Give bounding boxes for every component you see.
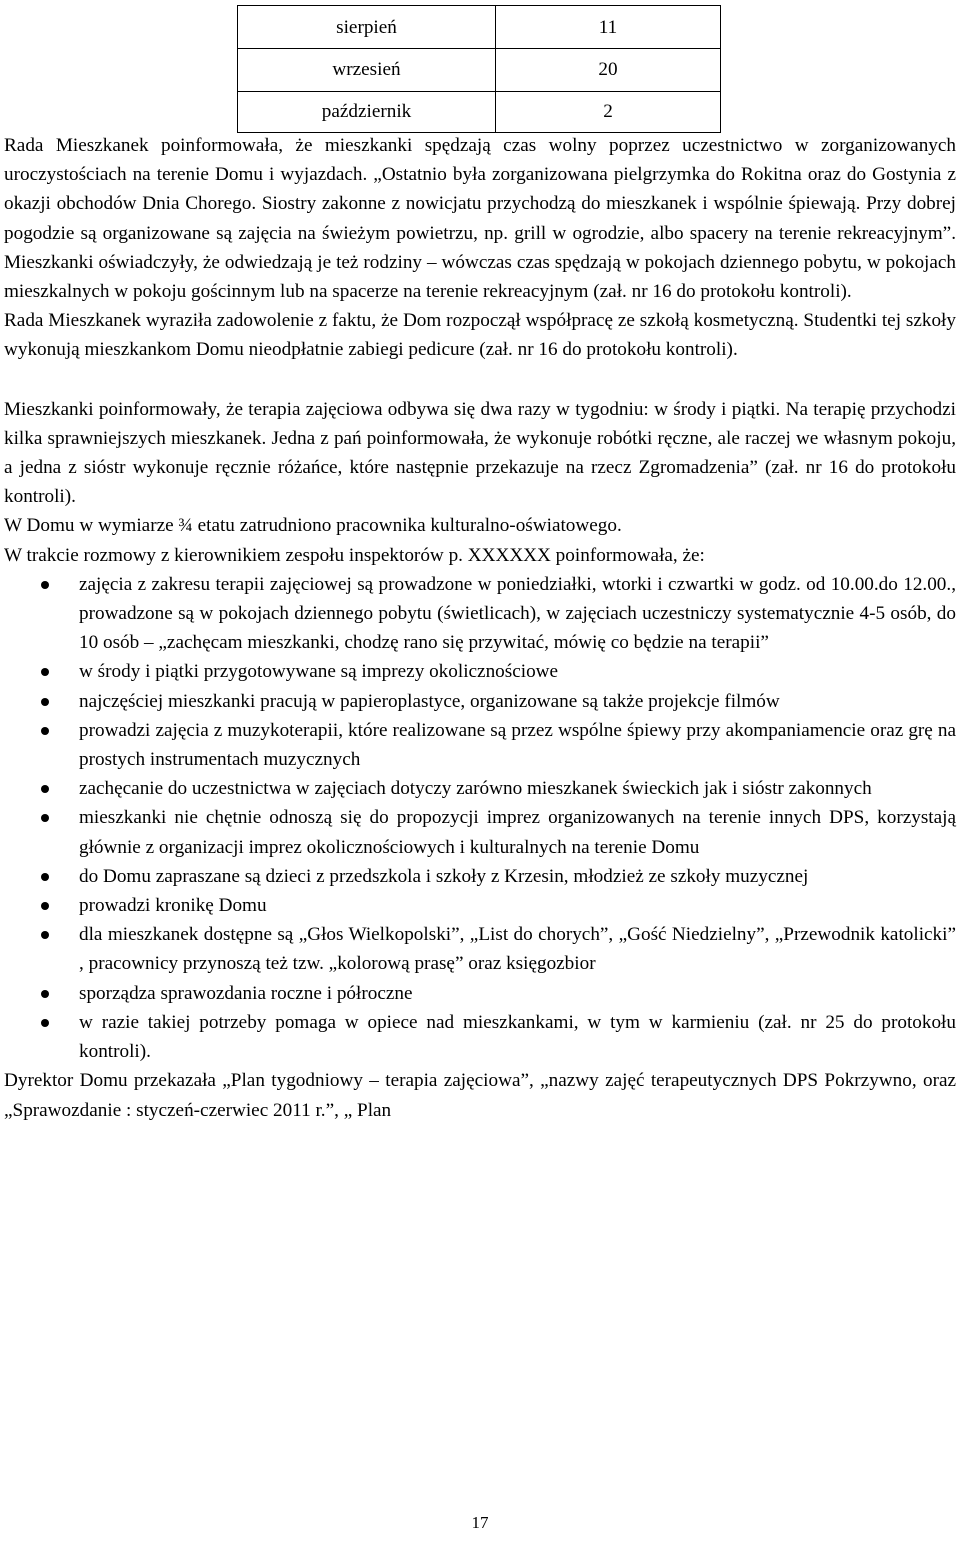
table-row [238, 6, 721, 49]
list-item [4, 570, 956, 658]
list-item-text: zajęcia z zakresu terapii zajęciowej są prowadzone w poniedziałki, wtorki i czwartki w godz. od 10.00.do 12.00., prowadzone są w pokojach dziennego pobytu (świetlicach), w zajęciach uczestniczy systematycznie 4-5 osób, do 10 osób – „zachęcam mieszkanki, chodzę rano się przywitać, mówię co będzie na terapii” [79, 573, 956, 654]
list-item [4, 716, 956, 774]
bullet-icon [41, 931, 49, 939]
paragraph-cosmetics-school: Rada Mieszkanek wyraziła zadowolenie z faktu, że Dom rozpoczął współpracę ze szkołą kosmetyczną. Studentki tej szkoły wykonują mieszkankom Domu nieodpłatnie zabiegi pedicure (zał. nr 16 do protokołu kontroli). [4, 310, 956, 361]
page-number: 17 [471, 1513, 489, 1532]
bullet-icon [41, 668, 49, 676]
month-cell: sierpień [238, 6, 496, 49]
bullet-list [4, 570, 956, 1066]
paragraph-director: Dyrektor Domu przekazała „Plan tygodniowy – terapia zajęciowa”, „nazwy zajęć terapeutycznych DPS Pokrzywno, oraz „Sprawozdanie : styczeń-czerwiec 2011 r.”, „ Plan [4, 1070, 956, 1121]
table-row [238, 92, 721, 133]
list-item-text: prowadzi zajęcia z muzykoterapii, które realizowane są przez wspólne śpiewy przy akompaniamencie oraz grę na prostych instrumentach muzycznych [79, 719, 956, 771]
list-item-text: zachęcanie do uczestnictwa w zajęciach dotyczy zarówno mieszkanek świeckich jak i sióstr zakonnych [79, 778, 872, 800]
bullet-icon [41, 581, 49, 589]
bullet-icon [41, 902, 49, 910]
list-item [4, 803, 956, 861]
count-cell: 2 [496, 92, 721, 133]
body-text [4, 131, 956, 1125]
month-cell: wrzesień [238, 49, 496, 92]
list-item [4, 657, 956, 686]
bullet-icon [41, 1019, 49, 1027]
list-item-text: w razie takiej potrzeby pomaga w opiece nad mieszkankami, w tym w karmieniu (zał. nr 25 do protokołu kontroli). [79, 1011, 956, 1063]
bullet-icon [41, 785, 49, 793]
month-count-table [237, 5, 721, 133]
list-item [4, 1008, 956, 1066]
list-item-text: w środy i piątki przygotowywane są imprezy okolicznościowe [79, 661, 559, 683]
list-item-text: mieszkanki nie chętnie odnoszą się do propozycji imprez organizowanych na terenie innych DPS, korzystają głównie z organizacji imprez okolicznościowych i kulturalnych na terenie Domu [79, 807, 956, 858]
paragraph-interview-intro: W trakcie rozmowy z kierownikiem zespołu inspektorów p. XXXXXX poinformowała, że: [4, 544, 705, 566]
paragraph-staffing: W Domu w wymiarze ¾ etatu zatrudniono pracownika kulturalno-oświatowego. [4, 515, 622, 537]
list-item [4, 862, 956, 891]
count-cell: 20 [496, 49, 721, 92]
table-row [238, 49, 721, 92]
list-item-text: sporządza sprawozdania roczne i półroczne [79, 982, 413, 1004]
list-item [4, 687, 956, 716]
list-item [4, 774, 956, 803]
bullet-icon [41, 814, 49, 822]
bullet-icon [41, 698, 49, 706]
bullet-icon [41, 990, 49, 998]
count-cell: 11 [496, 6, 721, 49]
list-item [4, 891, 956, 920]
bullet-icon [41, 873, 49, 881]
list-item [4, 979, 956, 1008]
bullet-icon [41, 727, 49, 735]
list-item [4, 920, 956, 978]
list-item-text: do Domu zapraszane są dzieci z przedszkola i szkoły z Krzesin, młodzież ze szkoły muzycznej [79, 865, 809, 887]
paragraph-residents-council: Rada Mieszkanek poinformowała, że mieszkanki spędzają czas wolny poprzez uczestnictwo w zorganizowanych uroczystościach na terenie Domu i wyjazdach. „Ostatnio była zorganizowana pielgrzymka do Rokitna oraz do Gostynia z okazji obchodów Dnia Chorego. Siostry zakonne z nowicjatu przychodzą do mieszkanek i wspólnie śpiewają. Przy dobrej pogodzie są organizowane są zajęcia na świeżym powietrzu, np. grill w ogrodzie, albo spacery na terenie rekreacyjnym”. Mieszkanki oświadczyły, że odwiedzają je też rodziny – wówczas czas spędzają w pokojach dziennego pobytu, w pokojach mieszkalnych w pokoju gościnnym lub na spacerze na terenie rekreacyjnym (zał. nr 16 do protokołu kontroli). [4, 135, 956, 303]
month-cell: październik [238, 92, 496, 133]
list-item-text: dla mieszkanek dostępne są „Głos Wielkopolski”, „List do chorych”, „Gość Niedzielny”, „Przewodnik katolicki” , pracownicy przynoszą też tzw. „kolorową prasę” oraz księgozbior [79, 924, 956, 975]
list-item-text: najczęściej mieszkanki pracują w papieroplastyce, organizowane są także projekcje filmów [79, 690, 780, 712]
list-item-text: prowadzi kronikę Domu [79, 895, 267, 917]
paragraph-occupational-therapy: Mieszkanki poinformowały, że terapia zajęciowa odbywa się dwa razy w tygodniu: w środy i piątki. Na terapię przychodzi kilka sprawniejszych mieszkanek. Jedna z pań poinformowała, że wykonuje robótki ręczne, ale raczej we własnym pokoju, a jedna z sióstr wykonuje ręcznie różańce, które następnie przekazuje na rzecz Zgromadzenia” (zał. nr 16 do protokołu kontroli). [4, 398, 956, 508]
